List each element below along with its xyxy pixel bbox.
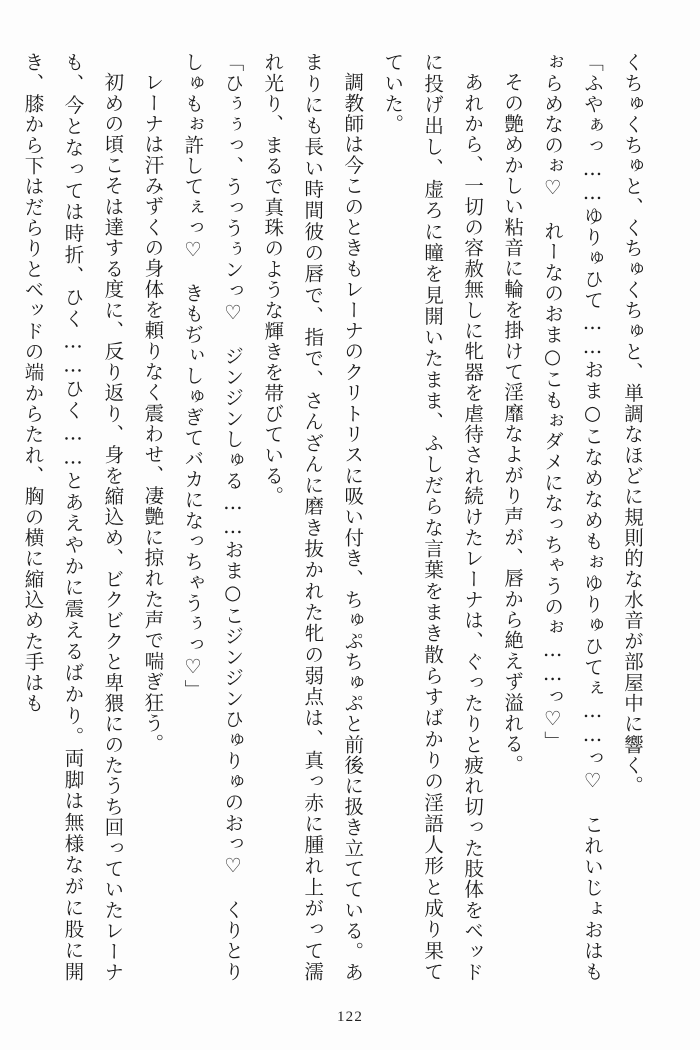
- vertical-text-body: [21, 52, 652, 982]
- paragraph-1: くちゅくちゅと、くちゅくちゅと、単調なほどに規則的な水音が部屋中に響く。: [621, 52, 644, 797]
- paragraph-3: その艶めかしい粘音に輪を掛けて淫靡なよがり声が、唇から絶えず溢れる。: [501, 71, 525, 775]
- paragraph-6: 「ひぅぅっ、うっうぅンっ♡ ジンジンしゅる……おま○こジンジンひゅりゅのおっ♡ くりとりしゅもぉ許してぇっ♡ きもぢぃしゅぎてバカになっちゃうぅっ♡」: [181, 52, 245, 982]
- paragraph-4: あれから、一切の容赦無しに牝器を虐待され続けたレーナは、ぐったりと疲れ切った肢体をベッドに投げ出し、虚ろに瞳を見開いたまま、ふしだらな言葉をまき散らすばかりの淫語人形と成り果てていた。: [381, 52, 485, 982]
- paragraph-2: 「ふやぁっ……ゆりゅひて……おま○こなめなめもぉゆりゅひてぇ……っ♡ これいじょおはもぉらめなのぉ♡ れーなのおま○こもぉダメになっちゃうのぉ……っ♡」: [541, 52, 605, 982]
- paragraph-5: 調教師は今このときもレーナのクリトリスに吸い付き、ちゅぷちゅぷと前後に扱き立てている。あまりにも長い時間彼の唇で、指で、さんざんに磨き抜かれた牝の弱点は、真っ赤に腫れ上がって濡れ光り、まるで真珠のような輝きを帯びている。: [261, 52, 365, 982]
- page-number: 122: [336, 1009, 364, 1025]
- paragraph-8: 初めの頃こそは達する度に、反り返り、身を縮込め、ビクビクと卑猥にのたうち回っていたレーナも、今となっては時折、ひく……ひく……とあえやかに震えるばかり。両脚は無様ながに股に開き、膝から下はだらりとベッドの端からたれ、胸の横に縮込めた手はも: [21, 52, 125, 982]
- paragraph-7: レーナは汗みずくの身体を頼りなく震わせ、凄艶に掠れた声で喘ぎ狂う。: [141, 71, 165, 754]
